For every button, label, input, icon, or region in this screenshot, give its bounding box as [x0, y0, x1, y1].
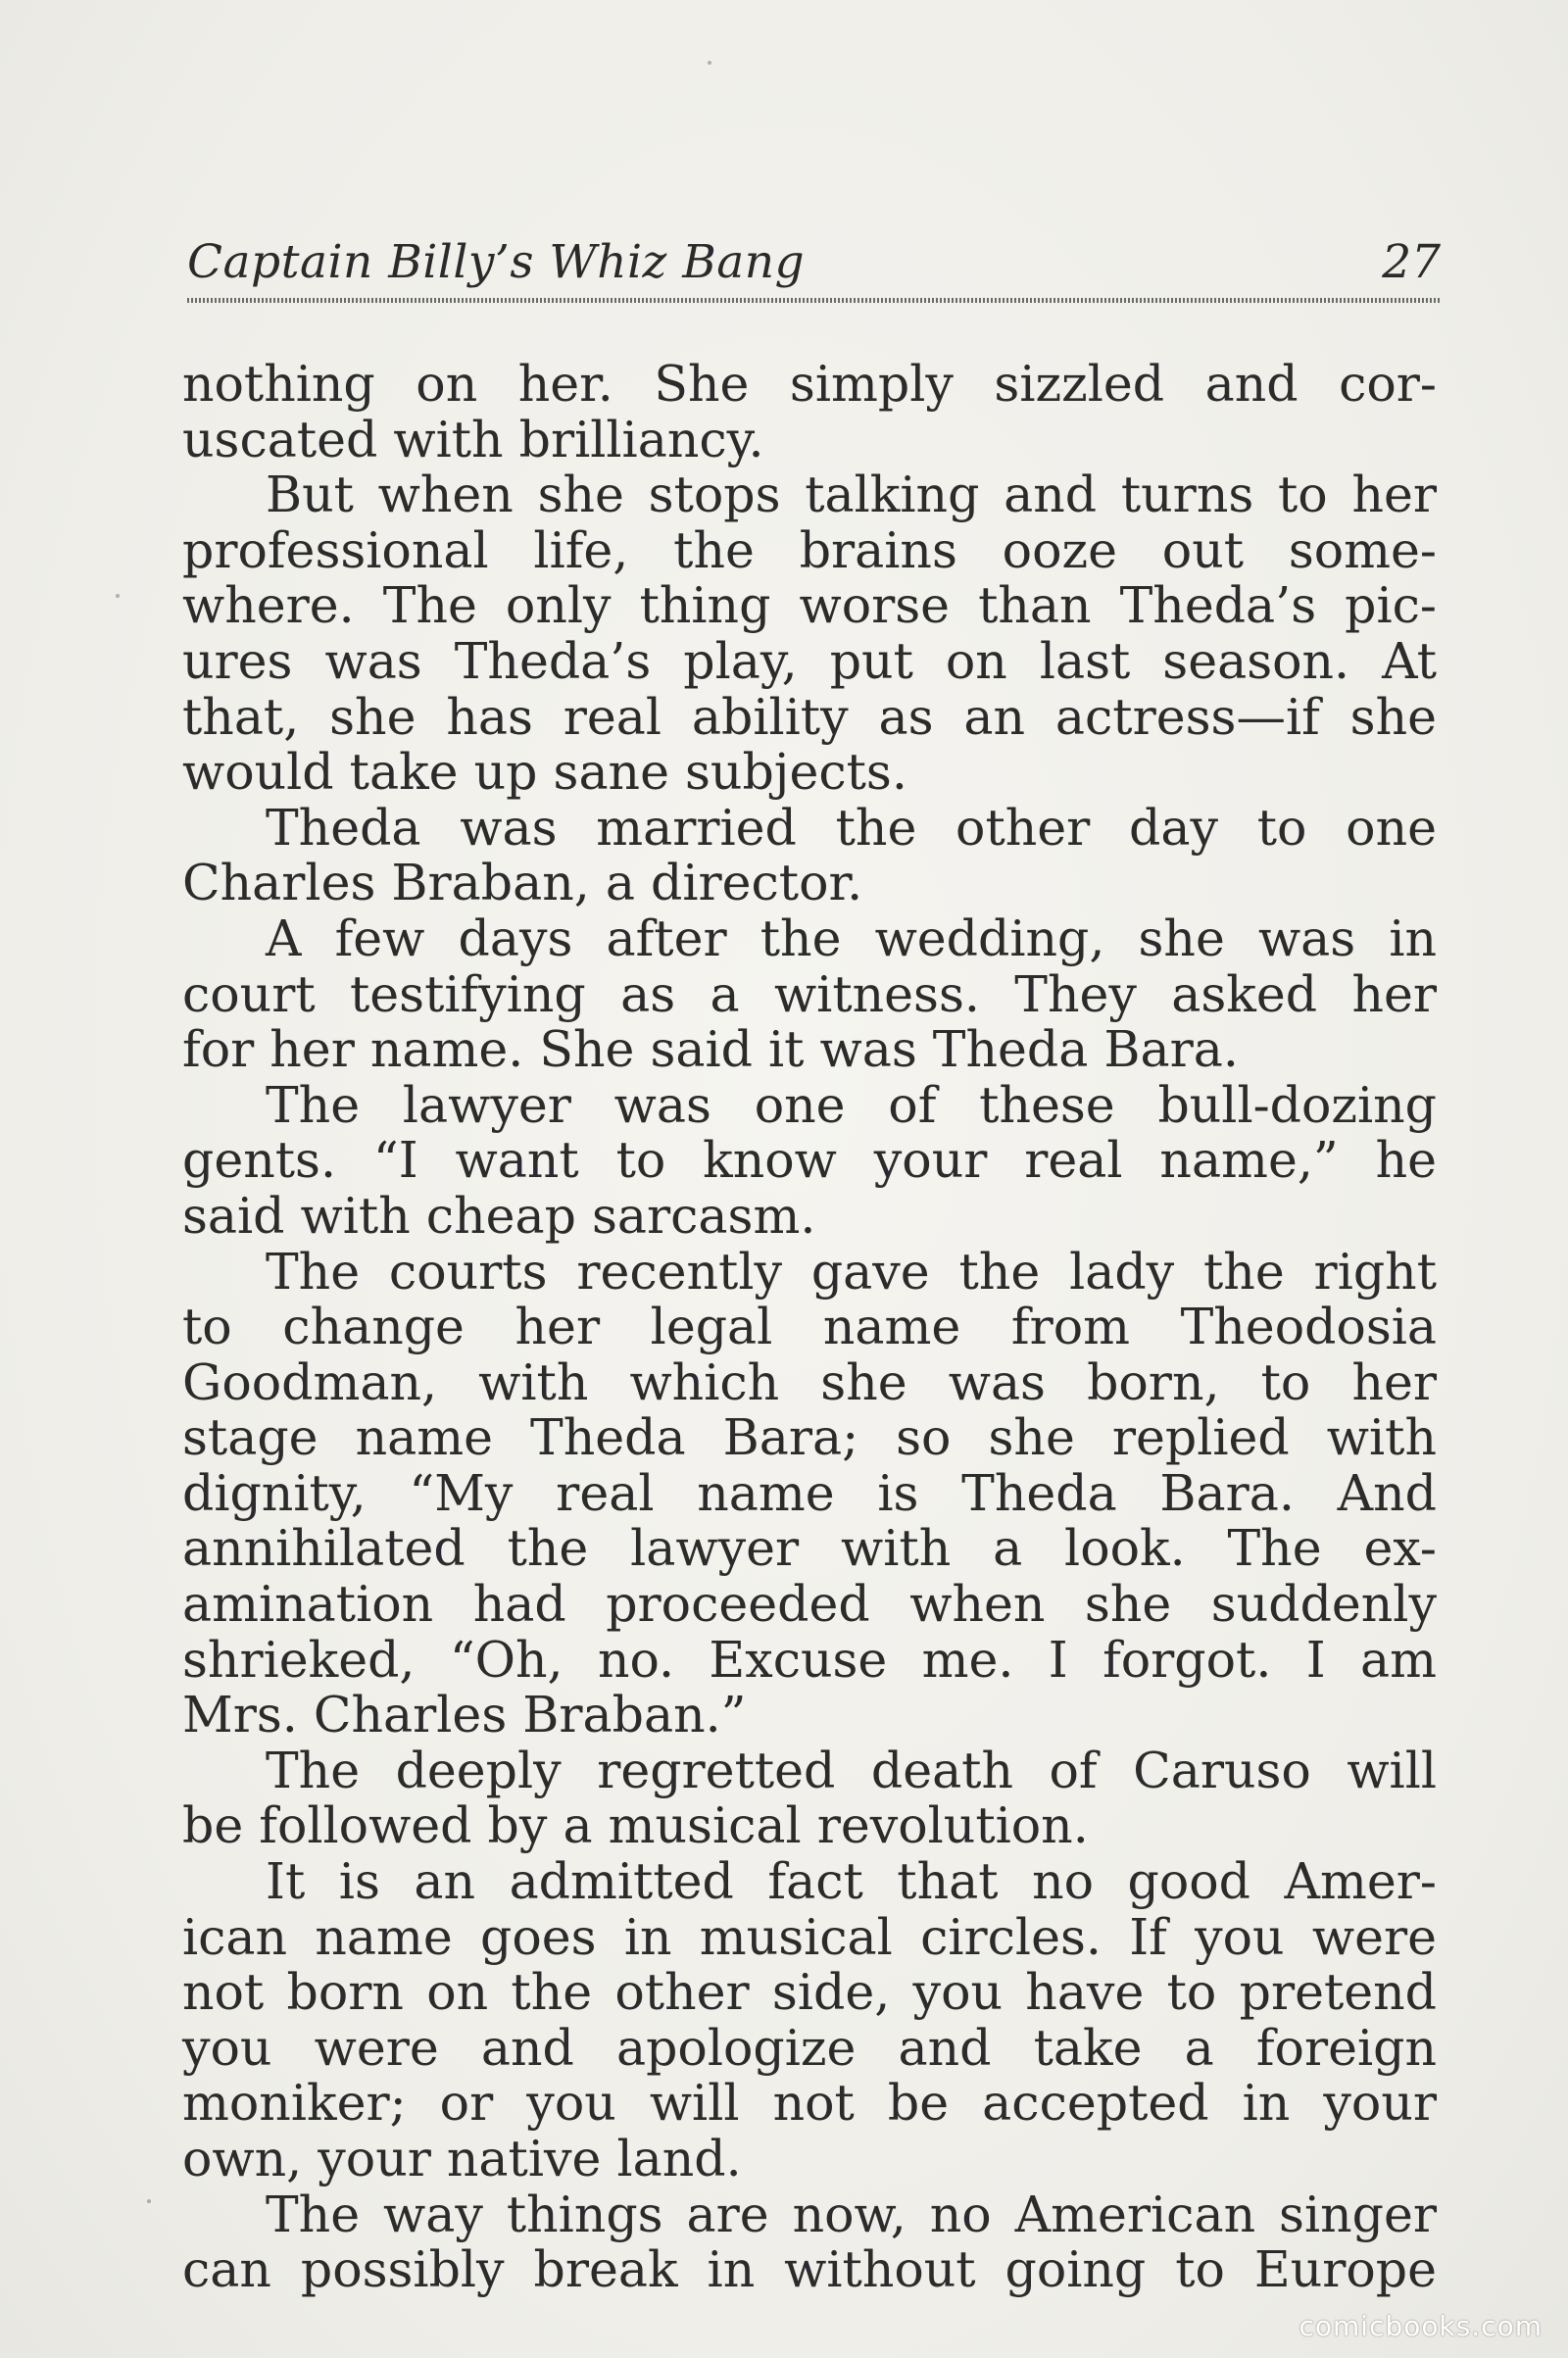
text-line: annihilated the lawyer with a look. The ex-	[182, 1519, 1437, 1578]
text-line: Mrs. Charles Braban.”	[182, 1686, 747, 1744]
text-line: be followed by a musical revolution.	[182, 1796, 1089, 1855]
text-line: Theda was married the other day to one	[266, 798, 1437, 857]
header-divider	[187, 298, 1441, 303]
text-line: would take up sane subjects.	[182, 743, 907, 802]
text-line: It is an admitted fact that no good Amer-	[266, 1852, 1437, 1911]
text-line: gents. “I want to know your real name,” he	[182, 1131, 1437, 1190]
text-line: dignity, “My real name is Theda Bara. And	[182, 1463, 1437, 1522]
text-line: can possibly break in without going to Europe	[182, 2240, 1437, 2299]
text-line: to change her legal name from Theodosia	[182, 1298, 1437, 1356]
print-speck	[116, 594, 120, 598]
print-speck	[708, 61, 711, 65]
text-line: amination had proceeded when she suddenly	[182, 1575, 1437, 1634]
text-line: ican name goes in musical circles. If you were	[182, 1907, 1437, 1966]
text-line: Charles Braban, a director.	[182, 854, 863, 912]
text-line: not born on the other side, you have to pretend	[182, 1963, 1437, 2022]
text-line: The way things are now, no American singer	[266, 2185, 1437, 2243]
text-line: where. The only thing worse than Theda’s pic-	[182, 576, 1437, 635]
text-line: court testifying as a witness. They asked her	[182, 964, 1437, 1023]
running-header	[187, 235, 1441, 300]
text-line: ures was Theda’s play, put on last season. At	[182, 631, 1437, 690]
text-line: said with cheap sarcasm.	[182, 1186, 816, 1245]
text-line: But when she stops talking and turns to her	[266, 466, 1437, 524]
print-speck	[147, 2199, 151, 2203]
text-line: The lawyer was one of these bull-dozing	[266, 1075, 1437, 1134]
text-line: moniker; or you will not be accepted in your	[182, 2074, 1437, 2133]
text-line: shrieked, “Oh, no. Excuse me. I forgot. I am	[182, 1630, 1437, 1689]
text-line: Goodman, with which she was born, to her	[182, 1352, 1437, 1411]
text-line: you were and apologize and take a foreign	[182, 2018, 1437, 2077]
text-line: for her name. She said it was Theda Bara.	[182, 1020, 1239, 1079]
text-line: nothing on her. She simply sizzled and cor-	[182, 355, 1437, 413]
text-line: uscated with brilliancy.	[182, 410, 764, 468]
publication-title: Captain Billy’s Whiz Bang	[187, 235, 806, 289]
text-line: stage name Theda Bara; so she replied with	[182, 1408, 1437, 1467]
article-body	[182, 357, 1437, 2298]
text-line: The courts recently gave the lady the right	[266, 1242, 1437, 1301]
text-line: professional life, the brains ooze out some-	[182, 520, 1437, 579]
text-line: that, she has real ability as an actress—if she	[182, 687, 1437, 746]
text-line: own, your native land.	[182, 2130, 742, 2187]
text-line: A few days after the wedding, she was in	[266, 909, 1437, 967]
text-line: The deeply regretted death of Caruso will	[266, 1741, 1437, 1799]
watermark: comicbooks.com	[1298, 2310, 1543, 2342]
page-number: 27	[1382, 235, 1441, 289]
